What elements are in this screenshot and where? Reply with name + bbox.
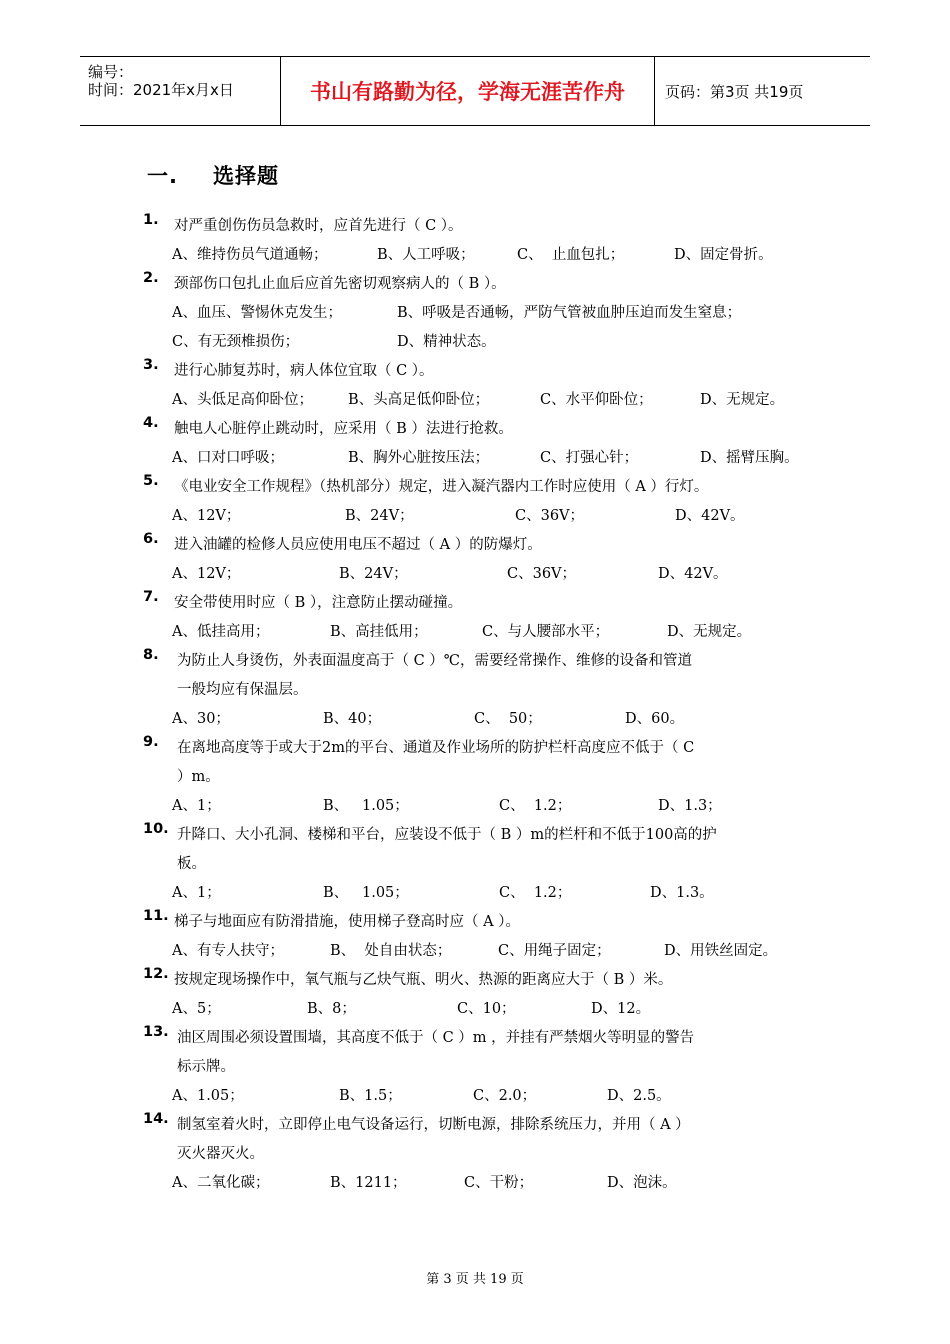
option: A、维持伤员气道通畅； — [172, 247, 328, 263]
options-row — [143, 386, 823, 415]
question-text: 灭火器灭火。 — [177, 1146, 264, 1162]
section-number: 一. — [147, 164, 178, 188]
page-footer: 第 3 页 共 19 页 — [426, 1272, 524, 1287]
question-item — [143, 966, 823, 1024]
option: B、1.5； — [339, 1088, 402, 1104]
option: A、5； — [172, 1001, 221, 1017]
option: C、10； — [457, 1001, 516, 1017]
option: A、1； — [172, 798, 221, 814]
option: C、 1.2； — [499, 885, 572, 901]
question-text: 升降口、大小孔洞、楼梯和平台，应装设不低于（ B ）m的栏杆和不低于100高的护 — [177, 827, 717, 843]
option: B、高挂低用； — [330, 624, 428, 640]
question-item — [143, 589, 823, 647]
option: A、二氧化碳； — [172, 1175, 270, 1191]
question-number: 5. — [143, 473, 159, 489]
option: D、摇臂压胸。 — [700, 450, 799, 466]
options-row — [143, 995, 823, 1024]
question-number: 12. — [143, 966, 169, 982]
option: C、36V； — [507, 566, 577, 582]
question-item — [143, 908, 823, 966]
option: D、42V。 — [675, 508, 745, 524]
time-label: 时间：2021年x月x日 — [88, 81, 234, 99]
option: B、8； — [307, 1001, 356, 1017]
question-number: 6. — [143, 531, 159, 547]
options-row — [143, 444, 823, 473]
page-header — [80, 56, 870, 126]
number-label: 编号： — [88, 63, 134, 81]
question-list — [143, 212, 823, 1198]
question-item — [143, 734, 823, 821]
option: A、1； — [172, 885, 221, 901]
question-number: 9. — [143, 734, 159, 750]
options-row — [143, 792, 823, 821]
option: D、1.3。 — [650, 885, 714, 901]
option: D、1.3； — [658, 798, 722, 814]
question-text: 进行心肺复苏时，病人体位宜取（ C ）。 — [174, 363, 434, 379]
option: A、低挂高用； — [172, 624, 270, 640]
options-row — [143, 618, 823, 647]
question-text: 颈部伤口包扎止血后应首先密切观察病人的（ B ）。 — [174, 276, 506, 292]
option: B、 1.05； — [323, 885, 409, 901]
question-text: 《电业安全工作规程》（热机部分）规定，进入凝汽器内工作时应使用（ A ）行灯。 — [174, 479, 709, 495]
option: A、有专人扶守； — [172, 943, 284, 959]
option: B、 1.05； — [323, 798, 409, 814]
option: C、打强心针； — [540, 450, 639, 466]
header-motto: 书山有路勤为径，学海无涯苦作舟 — [281, 57, 655, 125]
option: B、 处自由状态； — [330, 943, 452, 959]
header-meta-cell — [80, 57, 281, 125]
question-item — [143, 647, 823, 734]
option: C、36V； — [515, 508, 585, 524]
question-text: 对严重创伤伤员急救时，应首先进行（ C ）。 — [174, 218, 463, 234]
options-row — [143, 879, 823, 908]
section-title — [147, 160, 279, 190]
options-row — [143, 502, 823, 531]
option: C、干粉； — [464, 1175, 534, 1191]
option: D、无规定。 — [700, 392, 785, 408]
option: A、12V； — [172, 566, 241, 582]
question-text: 在离地高度等于或大于2m的平台、通道及作业场所的防护栏杆高度应不低于（ C — [177, 740, 695, 756]
question-text: 按规定现场操作中，氧气瓶与乙炔气瓶、明火、热源的距离应大于（ B ）米。 — [174, 972, 673, 988]
question-number: 7. — [143, 589, 159, 605]
options-row — [143, 299, 823, 328]
option: C、有无颈椎损伤； — [172, 334, 300, 350]
question-item — [143, 212, 823, 270]
section-heading: 选择题 — [213, 164, 279, 188]
options-row — [143, 241, 823, 270]
option: B、1211； — [330, 1175, 407, 1191]
option: B、呼吸是否通畅，严防气管被血肿压迫而发生窒息； — [397, 305, 742, 321]
option: A、血压、警惕休克发生； — [172, 305, 342, 321]
option: B、24V； — [345, 508, 414, 524]
header-page-info: 页码：第3页 共19页 — [665, 82, 804, 101]
option: D、泡沫。 — [607, 1175, 677, 1191]
option: B、人工呼吸； — [377, 247, 475, 263]
question-text: 板。 — [177, 856, 206, 872]
question-number: 4. — [143, 415, 159, 431]
question-number: 13. — [143, 1024, 169, 1040]
option: B、24V； — [339, 566, 408, 582]
options-row — [143, 328, 823, 357]
question-text: 触电人心脏停止跳动时，应采用（ B ）法进行抢救。 — [174, 421, 513, 437]
question-number: 10. — [143, 821, 169, 837]
option: B、胸外心脏按压法； — [348, 450, 490, 466]
option: D、12。 — [591, 1001, 651, 1017]
question-item — [143, 473, 823, 531]
question-text: 制氢室着火时，立即停止电气设备运行，切断电源，排除系统压力，并用（ A ） — [177, 1117, 690, 1133]
option: C、 50； — [474, 711, 542, 727]
option: C、与人腰部水平； — [482, 624, 610, 640]
question-item — [143, 531, 823, 589]
question-text: ）m。 — [177, 769, 220, 785]
question-number: 8. — [143, 647, 159, 663]
option: C、 1.2； — [499, 798, 572, 814]
question-text: 安全带使用时应（ B ），注意防止摆动碰撞。 — [174, 595, 463, 611]
option: A、头低足高仰卧位； — [172, 392, 313, 408]
option: D、用铁丝固定。 — [664, 943, 778, 959]
options-row — [143, 937, 823, 966]
option: D、2.5。 — [607, 1088, 671, 1104]
option: D、精神状态。 — [397, 334, 496, 350]
options-row — [143, 1082, 823, 1111]
option: C、用绳子固定； — [498, 943, 611, 959]
question-number: 2. — [143, 270, 159, 286]
options-row — [143, 705, 823, 734]
question-number: 14. — [143, 1111, 169, 1127]
question-number: 1. — [143, 212, 159, 228]
question-item — [143, 357, 823, 415]
question-text: 为防止人身烫伤，外表面温度高于（ C ）℃，需要经常操作、维修的设备和管道 — [177, 653, 693, 669]
option: A、30； — [172, 711, 230, 727]
option: B、头高足低仰卧位； — [348, 392, 490, 408]
question-number: 11. — [143, 908, 169, 924]
question-text: 梯子与地面应有防滑措施，使用梯子登高时应（ A ）。 — [174, 914, 520, 930]
option: C、水平仰卧位； — [540, 392, 653, 408]
options-row — [143, 1169, 823, 1198]
question-item — [143, 415, 823, 473]
option: C、2.0； — [473, 1088, 537, 1104]
option: D、固定骨折。 — [674, 247, 773, 263]
option: D、无规定。 — [667, 624, 752, 640]
option: A、1.05； — [172, 1088, 244, 1104]
options-row — [143, 560, 823, 589]
question-item — [143, 270, 823, 357]
option: C、 止血包扎； — [517, 247, 625, 263]
option: D、60。 — [625, 711, 685, 727]
question-item — [143, 1024, 823, 1111]
question-text: 油区周围必须设置围墙，其高度不低于（ C ）m ，并挂有严禁烟火等明显的警告 — [177, 1030, 695, 1046]
option: D、42V。 — [658, 566, 728, 582]
option: B、40； — [323, 711, 382, 727]
question-number: 3. — [143, 357, 159, 373]
option: A、口对口呼吸； — [172, 450, 284, 466]
question-text: 进入油罐的检修人员应使用电压不超过（ A ）的防爆灯。 — [174, 537, 542, 553]
option: A、12V； — [172, 508, 241, 524]
question-text: 一般均应有保温层。 — [177, 682, 308, 698]
question-text: 标示牌。 — [177, 1059, 235, 1075]
question-item — [143, 1111, 823, 1198]
question-item — [143, 821, 823, 908]
